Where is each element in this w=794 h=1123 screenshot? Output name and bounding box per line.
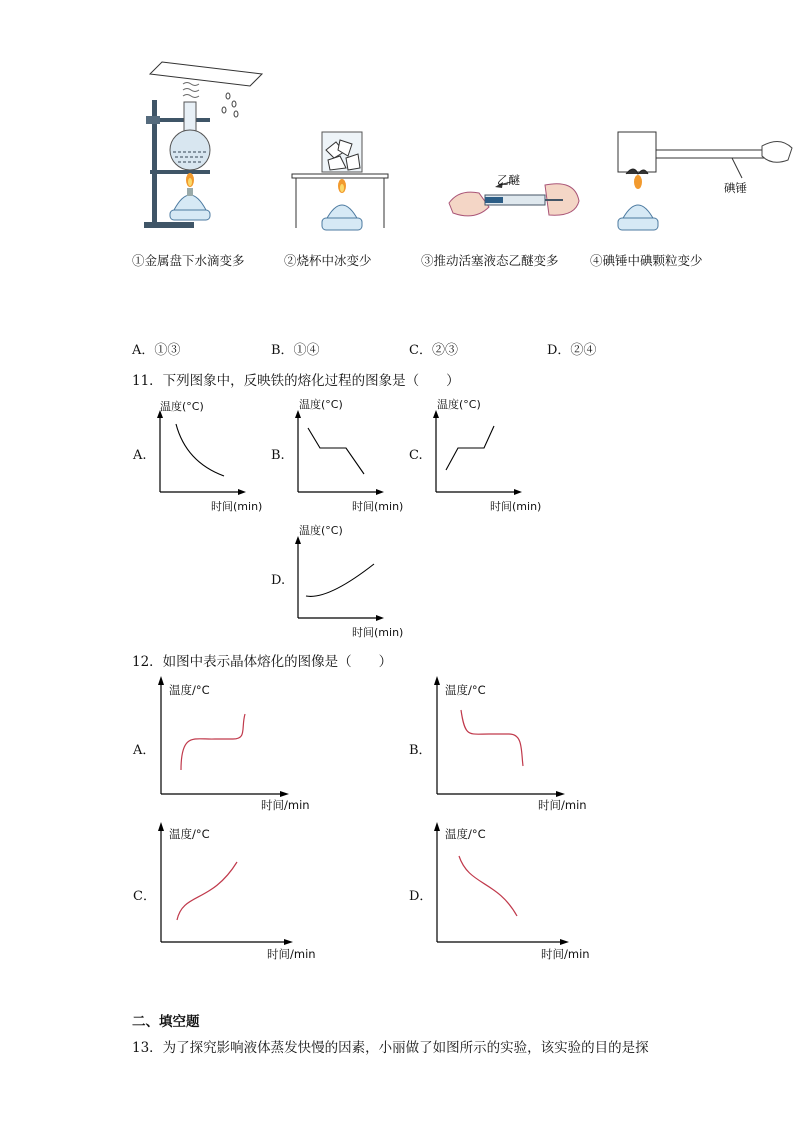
q12-b-xlabel: 时间/min (538, 798, 587, 812)
q11-graph-c[interactable] (428, 410, 523, 495)
q12-graph-c[interactable] (155, 822, 295, 947)
q12-a-xlabel: 时间/min (261, 798, 310, 812)
q11-b-letter[interactable]: B. (271, 448, 285, 463)
q11-b-ylabel: 温度(°C) (299, 398, 343, 411)
caption-2: ②烧杯中冰变少 (284, 253, 372, 268)
q12-question-text: 12．如图中表示晶体熔化的图像是（ ） (132, 654, 393, 670)
apparatus-2-illustration (290, 130, 390, 235)
q12-a-ylabel: 温度/°C (169, 683, 210, 697)
q11-d-xlabel: 时间(min) (352, 626, 404, 639)
iodine-hammer-label: 碘锤 (724, 181, 747, 195)
q12-c-letter[interactable]: C． (133, 889, 156, 904)
q12-c-xlabel: 时间/min (267, 947, 316, 961)
q10-option-a[interactable]: A．①③ (132, 343, 181, 358)
ether-label: 乙醚 (497, 173, 520, 187)
q12-graph-d[interactable] (431, 822, 571, 947)
q11-graph-b[interactable] (290, 410, 385, 495)
q12-a-letter[interactable]: A． (133, 743, 156, 758)
section-heading: 二、填空题 (132, 1014, 200, 1030)
q12-graph-b[interactable] (431, 676, 566, 798)
q11-graph-a[interactable] (152, 410, 247, 495)
q11-question-text: 11．下列图象中，反映铁的熔化过程的图象是（ ） (132, 373, 460, 389)
q10-option-d[interactable]: D．②④ (547, 343, 597, 358)
q11-c-letter[interactable]: C. (409, 448, 423, 463)
q12-graph-a[interactable] (155, 676, 290, 798)
q11-a-ylabel: 温度(°C) (160, 400, 204, 413)
q11-graph-d[interactable] (290, 536, 385, 621)
q12-c-ylabel: 温度/°C (169, 827, 210, 841)
q11-c-ylabel: 温度(°C) (437, 398, 481, 411)
q10-option-c[interactable]: C．②③ (409, 343, 458, 358)
q13-question-text: 13．为了探究影响液体蒸发快慢的因素，小丽做了如图所示的实验，该实验的目的是探 (132, 1040, 649, 1056)
q12-b-letter[interactable]: B． (409, 743, 432, 758)
q11-b-xlabel: 时间(min) (352, 500, 404, 513)
caption-3: ③推动活塞液态乙醚变多 (421, 253, 559, 268)
q12-b-ylabel: 温度/°C (445, 683, 486, 697)
q10-option-b[interactable]: B．①④ (271, 343, 320, 358)
q11-a-letter[interactable]: A. (133, 448, 147, 463)
q11-d-letter[interactable]: D. (271, 573, 286, 588)
q12-d-ylabel: 温度/°C (445, 827, 486, 841)
q12-d-letter[interactable]: D． (409, 889, 433, 904)
apparatus-1-illustration (140, 60, 270, 235)
caption-4: ④碘锤中碘颗粒变少 (590, 253, 703, 268)
q11-a-xlabel: 时间(min) (211, 500, 263, 513)
q11-c-xlabel: 时间(min) (490, 500, 542, 513)
q12-d-xlabel: 时间/min (541, 947, 590, 961)
q11-d-ylabel: 温度(°C) (299, 524, 343, 537)
caption-1: ①金属盘下水滴变多 (132, 253, 245, 268)
apparatus-4-illustration (612, 130, 794, 235)
